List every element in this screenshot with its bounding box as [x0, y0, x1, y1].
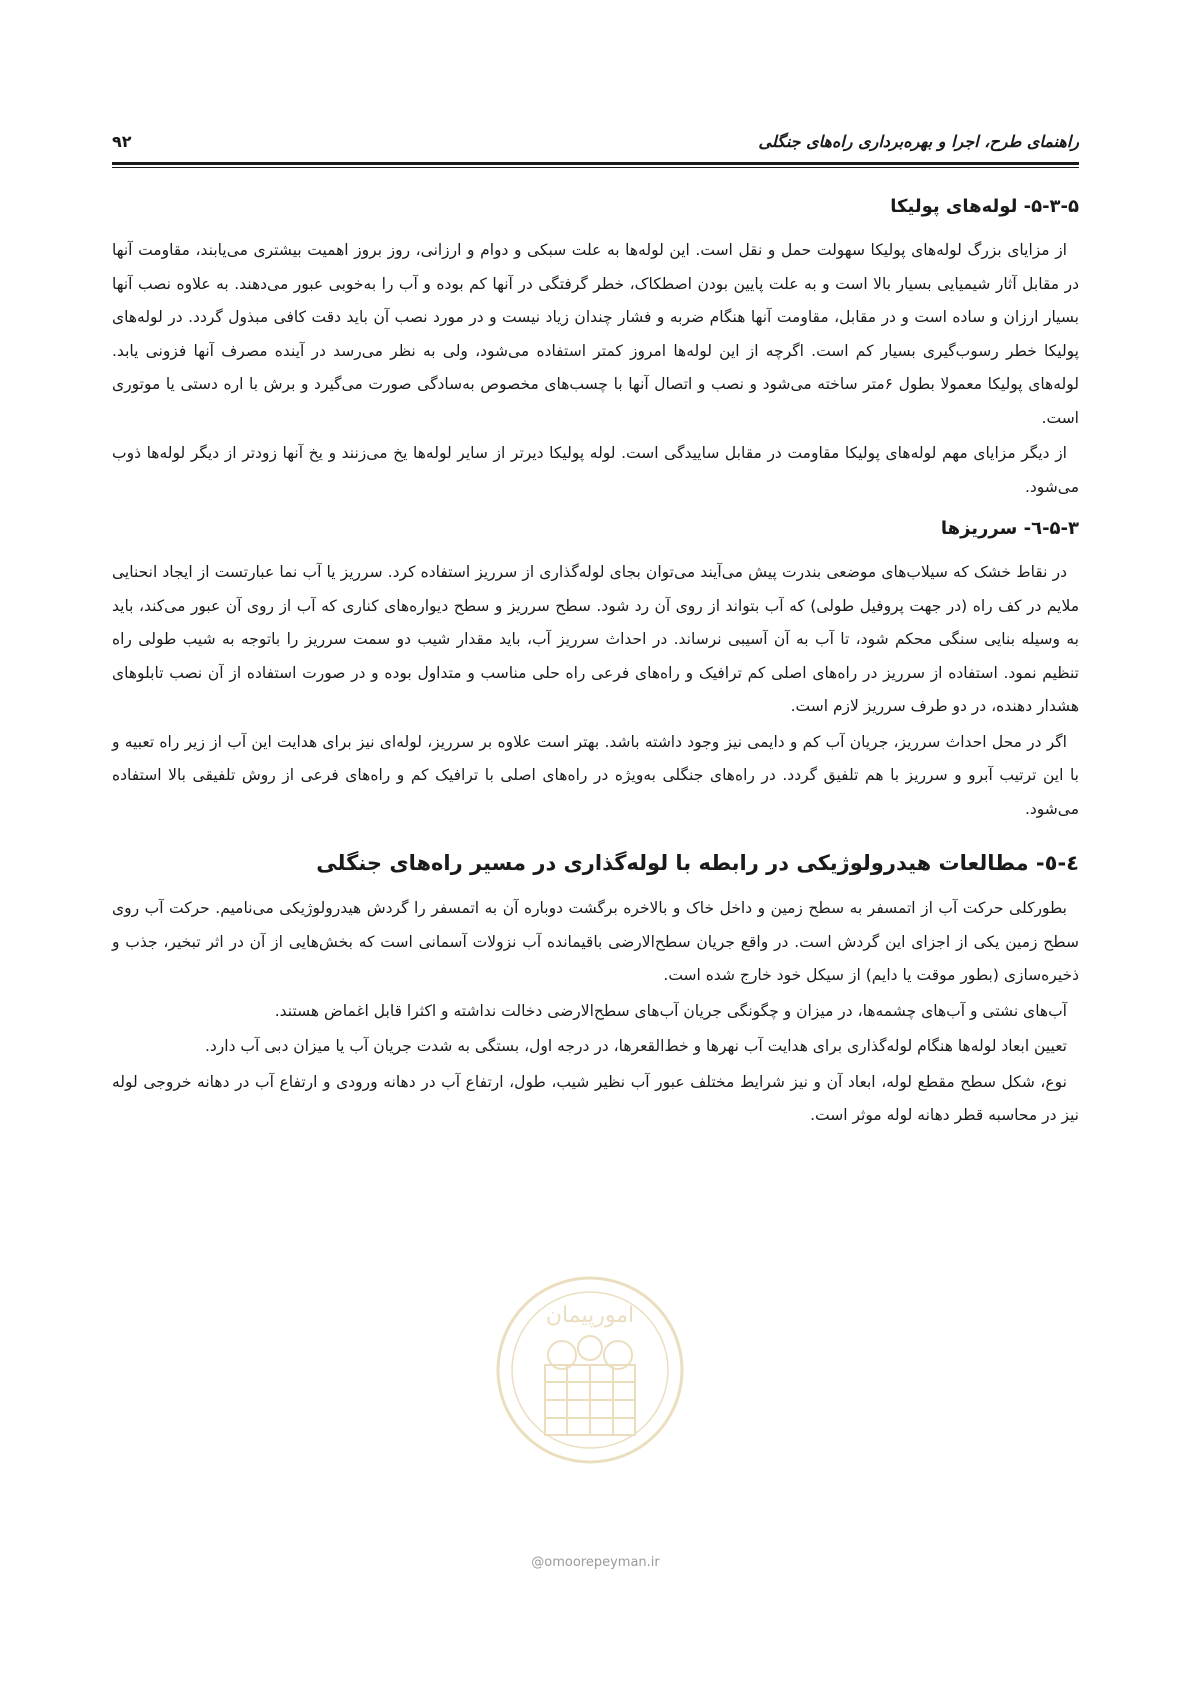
- paragraph: از مزایای بزرگ لوله‌های پولیکا سهولت حمل و نقل است. این لوله‌ها به علت سبکی و دوام و ارزانی، روز بروز اهمیت بیشتری می‌یابند، مقاومت آنها در مقابل آثار شیمیایی بسیار بالا است و به علت پایین بودن اصطکاک، خطر گرفتگی در آنها کم بوده و آب را به‌خوبی عبور می‌دهند. به علاوه نصب آنها بسیار ارزان و ساده است و در مقابل، مقاومت آنها هنگام ضربه و فشار چندان زیاد نیست و در مورد نصب آن باید دقت کافی مبذول گردد. در لوله‌های پولیکا خطر رسوب‌گیری بسیار کم است. اگرچه از این لوله‌ها امروز کمتر استفاده می‌شود، ولی به نظر می‌رسد در آینده مصرف آنها فزونی یابد. لوله‌های پولیکا معمولا بطول ۶متر ساخته می‌شود و نصب و اتصال آنها با چسب‌های مخصوص به‌سادگی صورت می‌گیرد و برش با اره دستی یا موتوری است.: [112, 241, 1079, 427]
- section-heading-pvc-pipes: ۵-۳-۵- لوله‌های پولیکا: [890, 196, 1079, 217]
- section-heading-spillways: ۵-۳-٦- سرریزها: [940, 518, 1079, 539]
- page-number: ۹۲: [112, 132, 132, 151]
- running-header: [112, 128, 1079, 162]
- section-heading-hydrology: ٤-٥- مطالعات هیدرولوژیکی در رابطه با لوله‌گذاری در مسیر راه‌های جنگلی: [316, 851, 1079, 875]
- body-content: [112, 182, 1079, 1135]
- paragraph: نوع، شکل سطح مقطع لوله، ابعاد آن و نیز شرایط مختلف عبور آب نظیر شیب، طول، ارتفاع آب در دهانه ورودی و ارتفاع آب در دهانه خروجی لوله نیز در محاسبه قطر دهانه لوله موثر است.: [112, 1072, 1079, 1124]
- header-title: راهنمای طرح، اجرا و بهره‌برداری راه‌های جنگلی: [758, 132, 1079, 151]
- paragraph: از دیگر مزایای مهم لوله‌های پولیکا مقاومت در مقابل ساییدگی است. لوله پولیکا دیرتر از سایر لوله‌ها یخ می‌زنند و یخ آنها زودتر از دیگر لوله‌ها ذوب می‌شود.: [112, 444, 1079, 496]
- paragraph: بطورکلی حرکت آب از اتمسفر به سطح زمین و داخل خاک و بالاخره برگشت دوباره آن به اتمسفر را گردش هیدرولوژیکی می‌نامیم. حرکت آب روی سطح زمین یکی از اجزای این گردش است. در واقع جریان سطح‌الارضی باقیمانده آب نزولات آسمانی است که بخش‌هایی از آن در اثر تبخیر، جذب و ذخیره‌سازی (بطور موقت یا دایم) از سیکل خود خارج شده است.: [112, 899, 1079, 984]
- paragraph: در نقاط خشک که سیلاب‌های موضعی بندرت پیش می‌آیند می‌توان بجای لوله‌گذاری از سرریز استفاده کرد. سرریز یا آب نما عبارتست از ایجاد انحنایی ملایم در کف راه (در جهت پروفیل طولی) که آب بتواند از روی آن رد شود. سطح سرریز و سطح دیواره‌های کناری که آب از روی آن عبور می‌کند، باید به وسیله بنایی سنگی محکم شود، تا آب به آن آسیبی نرساند. در احداث سرریز آب، باید مقدار شیب دو سمت سرریز را باتوجه به شیب طولی راه تنظیم نمود. استفاده از سرریز در راه‌های اصلی کم ترافیک و راه‌های فرعی راه حلی مناسب و متداول بوده و در صورت استفاده از آن نصب تابلوهای هشدار دهنده، در دو طرف سرریز لازم است.: [112, 563, 1079, 715]
- paragraph: اگر در محل احداث سرریز، جریان آب کم و دایمی نیز وجود داشته باشد. بهتر است علاوه بر سرریز، لوله‌ای نیز برای هدایت این آب از زیر راه تعبیه و با این ترتیب آبرو و سرریز با هم تلفیق گردد. در راه‌های جنگلی به‌ویژه در راه‌های اصلی با ترافیک کم و راه‌های فرعی از روش تلفیقی بالا استفاده می‌شود.: [112, 732, 1079, 818]
- watermark-logo-icon: [490, 1270, 690, 1470]
- header-rule-thick: [112, 162, 1079, 165]
- header-rule-thin: [112, 167, 1079, 168]
- watermark-logo-text: امورپیمان: [545, 1303, 635, 1328]
- paragraph: تعیین ابعاد لوله‌ها هنگام لوله‌گذاری برای هدایت آب نهرها و خط‌القعرها، در درجه اول، بستگی به شدت جریان آب یا میزان دبی آب دارد.: [204, 1037, 1067, 1055]
- watermark-url: @omoorepeyman.ir: [531, 1555, 660, 1570]
- paragraph: آب‌های نشتی و آب‌های چشمه‌ها، در میزان و چگونگی جریان آب‌های سطح‌الارضی دخالت نداشته و اکثرا قابل اغماض هستند.: [274, 1001, 1067, 1020]
